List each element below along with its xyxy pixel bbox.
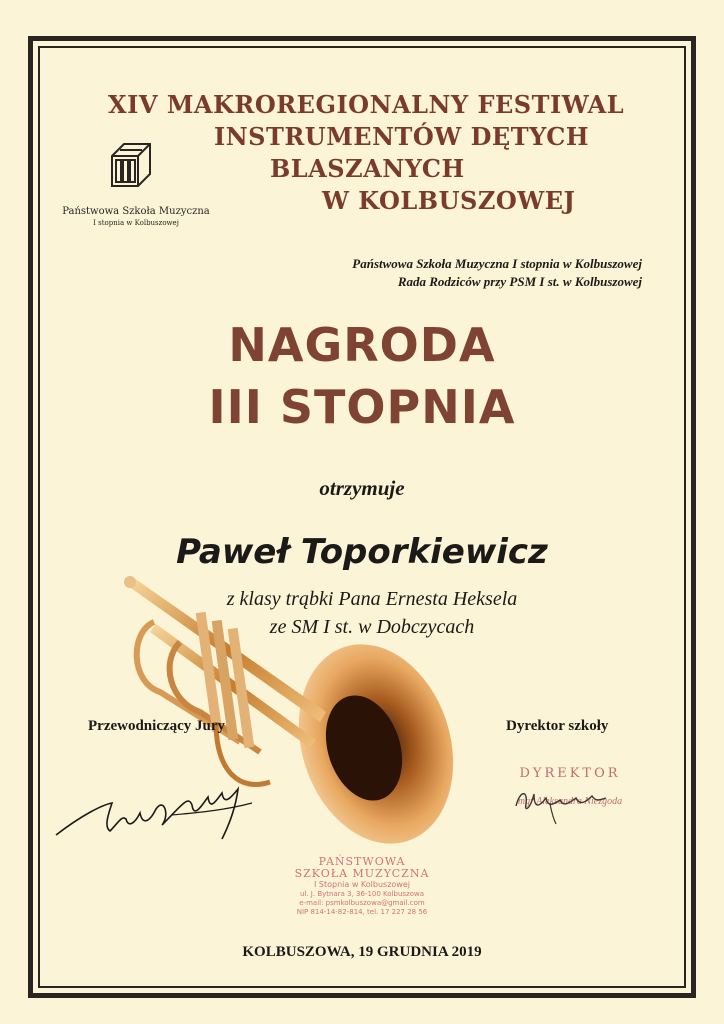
receives-label: otrzymuje — [319, 476, 405, 500]
recipient-class: z klasy trąbki Pana Ernesta Heksela — [226, 588, 518, 610]
recipient-name: Paweł Toporkiewicz — [176, 532, 548, 572]
festival-title-line-2: INSTRUMENTÓW DĘTYCH — [214, 122, 590, 151]
stamp-line-5: e-mail: psmkolbuszowa@gmail.com — [299, 899, 425, 907]
organizer-line-2: Rada Rodziców przy PSM I st. w Kolbuszowej — [397, 274, 642, 289]
logo-school-subtitle: I stopnia w Kolbuszowej — [93, 219, 179, 227]
jury-signature-icon — [52, 775, 262, 845]
festival-title-line-3: BLASZANYCH — [270, 154, 465, 183]
stamp-line-6: NIP 814-14-82-814, tel. 17 227 28 56 — [296, 908, 428, 916]
director-label: Dyrektor szkoły — [506, 718, 609, 734]
place-and-date: KOLBUSZOWA, 19 GRUDNIA 2019 — [242, 944, 482, 960]
stamp-line-4: ul. J. Bytnara 3, 36-100 Kolbuszowa — [299, 890, 425, 898]
stamp-line-3: I Stopnia w Kolbuszowej — [314, 880, 410, 889]
director-signature-icon — [510, 780, 610, 826]
jury-chair-label: Przewodniczący Jury — [88, 718, 226, 734]
stamp-line-1: PAŃSTWOWA — [318, 855, 406, 868]
director-stamp-title: DYREKTOR — [519, 766, 621, 781]
festival-title-line-1: XIV MAKROREGIONALNY FESTIWAL — [108, 90, 625, 119]
award-title: NAGRODA — [228, 318, 496, 372]
recipient-school: ze SM I st. w Dobczycach — [269, 616, 475, 638]
festival-title-line-4: W KOLBUSZOWEJ — [322, 186, 576, 215]
director-stamp-name: mgr Aleksandra Niezgoda — [517, 796, 623, 807]
school-logo-icon — [102, 134, 162, 194]
award-degree: III STOPNIA — [208, 380, 516, 434]
organizer-line-1: Państwowa Szkoła Muzyczna I stopnia w Kolbuszowej — [352, 256, 642, 271]
stamp-line-2: SZKOŁA MUZYCZNA — [294, 867, 430, 880]
school-stamp — [270, 856, 454, 926]
logo-school-name: Państwowa Szkoła Muzyczna — [62, 206, 210, 217]
